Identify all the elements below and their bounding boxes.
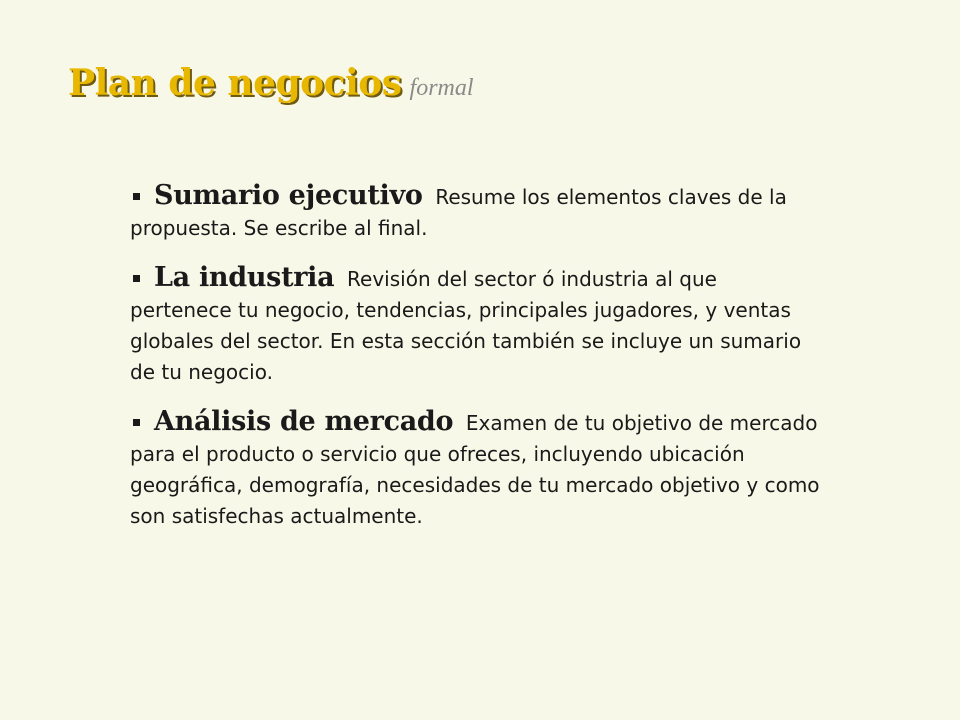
square-bullet-icon xyxy=(133,193,140,200)
bullet-list xyxy=(130,180,820,550)
title-subtitle: formal xyxy=(409,75,474,101)
item-heading: La industria xyxy=(154,262,335,293)
item-heading: Análisis de mercado xyxy=(154,406,454,437)
list-item xyxy=(130,406,820,532)
square-bullet-icon xyxy=(133,419,140,426)
list-item xyxy=(130,180,820,244)
list-item xyxy=(130,262,820,388)
slide-title xyxy=(68,62,474,104)
item-text: Revisión del sector ó industria al que pertenece tu negocio, tendencias, principales jugadores, y ventas globales del sector. En esta sección también se incluye un sumario de tu negocio. xyxy=(130,267,802,384)
item-text: Examen de tu objetivo de mercado para el producto o servicio que ofreces, incluyendo ubicación geográfica, demografía, necesidades de tu mercado objetivo y como son satisfechas actualmente. xyxy=(130,411,820,528)
title-main: Plan de negocios xyxy=(68,62,402,104)
square-bullet-icon xyxy=(133,275,140,282)
item-text: Resume los elementos claves de la propuesta. Se escribe al final. xyxy=(130,185,787,240)
item-heading: Sumario ejecutivo xyxy=(154,180,423,211)
